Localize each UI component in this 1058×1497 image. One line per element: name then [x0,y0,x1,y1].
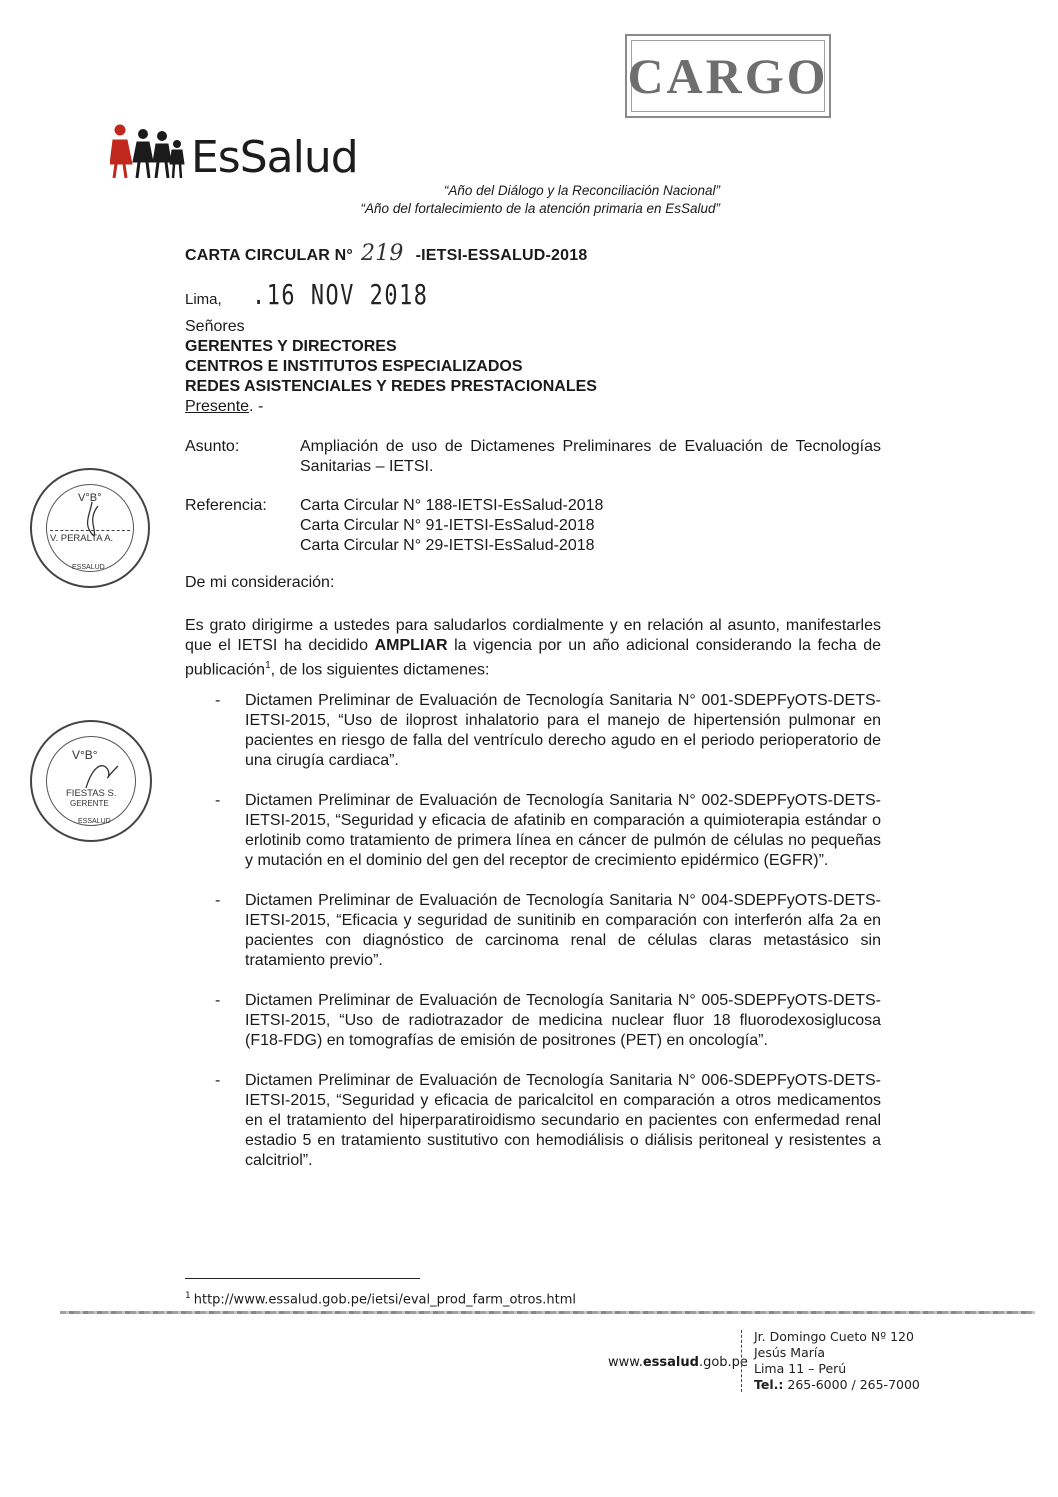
footnote-marker: 1 [265,660,271,671]
bullet-dash: - [215,692,221,709]
signature-icon [82,758,122,792]
seal-bottom: ESSALUD [78,818,111,825]
subject-text: Ampliación de uso de Dictamenes Preliminares de Evaluación de Tecnologías Sanitarias – IETSI. [300,438,881,475]
addressee-line: REDES ASISTENCIALES Y REDES PRESTACIONALES [185,378,597,395]
seal-name: FIESTAS S. [66,788,117,799]
bullet-dash: - [215,892,221,909]
logo-wordmark: EsSalud [191,132,358,183]
footnote [185,1291,576,1307]
address-line: Jesús María [754,1345,826,1360]
carta-suffix: -IETSI-ESSALUD-2018 [415,247,588,264]
bullet-dash: - [215,992,221,1009]
year-motto [300,182,720,218]
reference-item: Carta Circular N° 29-IETSI-EsSalud-2018 [300,537,595,554]
dictamenes-list [215,691,881,1191]
reference-item: Carta Circular N° 188-IETSI-EsSalud-2018 [300,497,604,514]
reference-list [300,496,881,556]
seal-name: V. PERALTA A. [50,530,130,544]
list-item [215,991,881,1051]
phone-number: 265-6000 / 265-7000 [783,1377,920,1392]
presente-line [185,397,597,417]
date-stamp: .16 NOV 2018 [251,278,429,311]
presente: Presente [185,398,250,415]
dictamen-text: Dictamen Preliminar de Evaluación de Tecnología Sanitaria N° 002-SDEPFyOTS-DETS-IETSI-2015, “Seguridad y eficacia de afatinib en comparación a quimioterapia estándar o erlotinib como tratamiento de primera línea en cáncer de pulmón de células no pequeñas y mutación en el dominio del gen del receptor de crecimiento epidérmico (EGFR)”. [245,792,881,869]
web-bold: essalud [642,1355,699,1370]
cargo-stamp-text: CARGO [631,40,825,112]
bullet-dash: - [215,1072,221,1089]
footer-contact [754,1329,920,1393]
cargo-stamp [625,34,831,118]
seal-bottom: ESSALUD [72,564,105,571]
dictamen-text: Dictamen Preliminar de Evaluación de Tecnología Sanitaria N° 001-SDEPFyOTS-DETS-IETSI-2015, “Uso de iloprost inhalatorio para el manejo de hipertensión pulmonar en pacientes en riesgo de falla del ventrículo derecho agudo en el periodo perioperatorio de una cirugía cardiaca”. [245,692,881,769]
greeting: De mi consideración: [185,574,335,591]
list-item [215,691,881,771]
motto-line: “Año del fortalecimiento de la atención primaria en EsSalud” [360,201,720,216]
phone-line [754,1377,920,1393]
subject-row [185,437,881,477]
web-prefix: www. [608,1355,643,1370]
footnote-divider [185,1278,420,1279]
reference-row [185,496,881,556]
list-item [215,1071,881,1171]
approval-seal [30,720,152,842]
addressee-block [185,317,597,417]
footnote-number: 1 [185,1291,191,1301]
dictamen-text: Dictamen Preliminar de Evaluación de Tecnología Sanitaria N° 004-SDEPFyOTS-DETS-IETSI-2015, “Eficacia y seguridad de sunitinib en comparación con interferón alfa 2a en pacientes con diagnóstico de carcinoma renal de células claras metastásico sin tratamiento previo”. [245,892,881,969]
motto-line: “Año del Diálogo y la Reconciliación Nacional” [443,183,720,198]
addressee-line: GERENTES Y DIRECTORES [185,338,397,355]
intro-text: , de los siguientes dictamenes: [270,661,490,679]
bullet-dash: - [215,792,221,809]
dictamen-text: Dictamen Preliminar de Evaluación de Tecnología Sanitaria N° 006-SDEPFyOTS-DETS-IETSI-2015, “Seguridad y eficacia de paricalcitol en comparación a otros medicamentos en el tratamiento del hiperparatiroidismo secundario en pacientes con enfermedad renal estadio 5 en tratamiento sustitutivo con hemodiálisis o diálisis peritoneal y resistentes a calcitriol”. [245,1072,881,1169]
carta-label: CARTA CIRCULAR N° [185,247,354,264]
footnote-url[interactable]: http://www.essalud.gob.pe/ietsi/eval_prod_farm_otros.html [193,1292,577,1308]
scan-divider [60,1311,1035,1314]
salutation: Señores [185,318,245,335]
approval-seal [30,468,150,588]
seal-vb: V°B° [78,492,102,504]
carta-circular-number [185,241,587,266]
handwritten-number: 219 [361,241,404,266]
intro-text: Es grato dirigirme a ustedes para saludarlos cordialmente y en relación al asunto, manifestarles que el IETSI ha decidido [185,617,881,654]
address-line: Jr. Domingo Cueto Nº 120 [754,1329,914,1344]
presente-suffix: . - [249,398,264,415]
web-suffix: .gob.pe [698,1355,748,1370]
address-line: Lima 11 – Perú [754,1361,847,1376]
reference-label: Referencia: [185,497,267,514]
essalud-logo [110,118,358,183]
dictamen-text: Dictamen Preliminar de Evaluación de Tecnología Sanitaria N° 005-SDEPFyOTS-DETS-IETSI-2015, “Uso de radiotrazador de medicina nuclear fluor 18 fluorodexosiglucosa (F18-FDG) en tomografías de emisión de positrones (PET) en oncología”. [245,992,881,1049]
seal-vb: V°B° [72,748,98,762]
list-item [215,891,881,971]
intro-bold: AMPLIAR [374,637,448,654]
footer-separator [741,1330,742,1392]
seal-role: GERENTE [70,799,109,808]
family-icon [110,122,185,180]
city-label: Lima, [185,291,222,308]
footer-website[interactable] [608,1355,748,1370]
subject-label: Asunto: [185,438,240,455]
reference-item: Carta Circular N° 91-IETSI-EsSalud-2018 [300,517,595,534]
list-item [215,791,881,871]
intro-paragraph [185,616,881,680]
phone-label: Tel.: [754,1377,784,1392]
addressee-line: CENTROS E INSTITUTOS ESPECIALIZADOS [185,358,523,375]
intro-text: la vigencia por un año adicional considerando la fecha de publicación [185,637,882,679]
letter-date [185,278,478,311]
